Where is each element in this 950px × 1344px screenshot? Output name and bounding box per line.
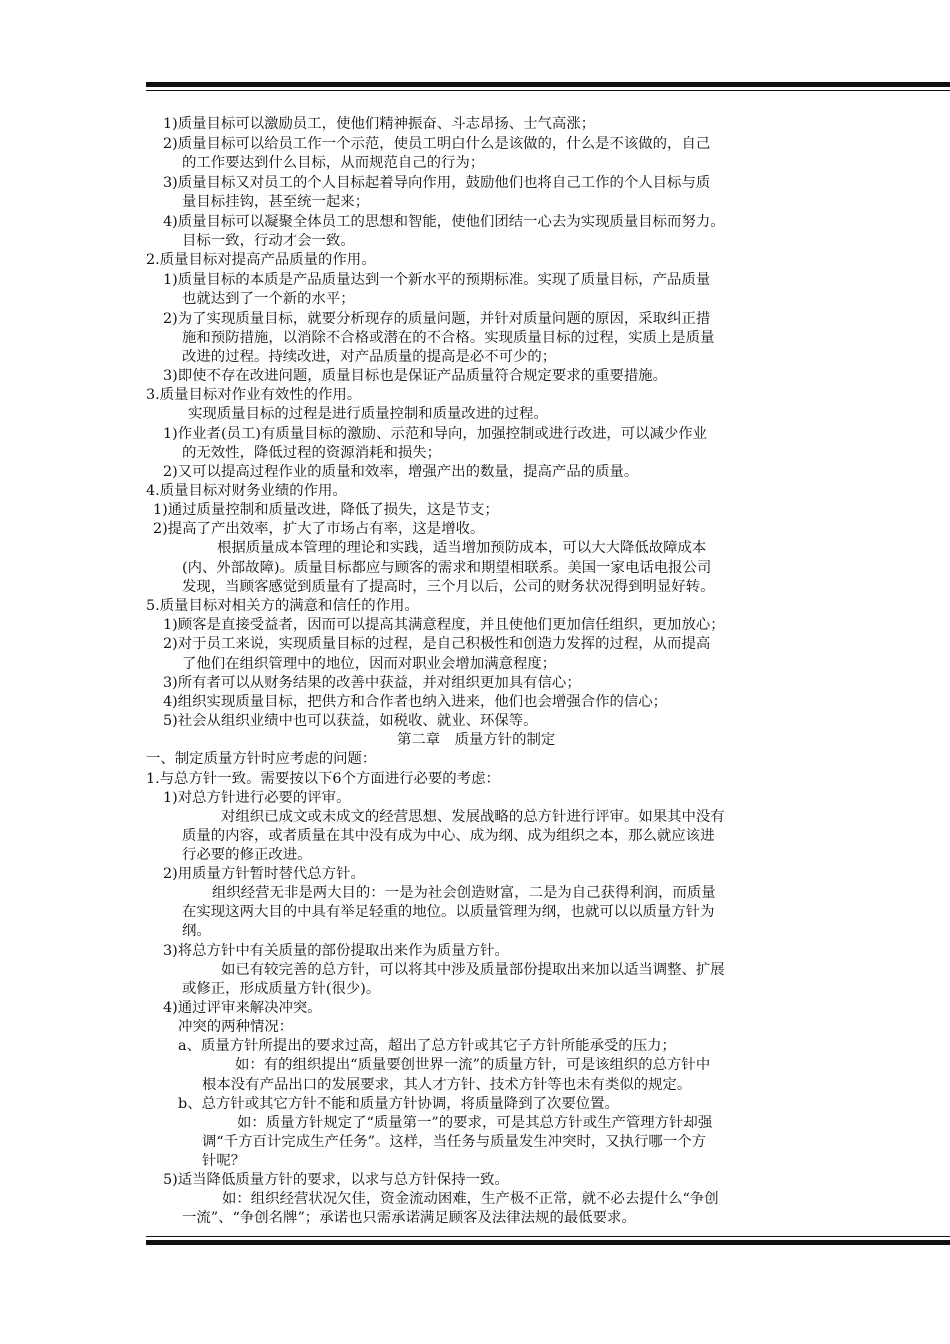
text-line: 调“千方百计完成生产任务”。这样，当任务与质量发生冲突时，又执行哪一个方	[202, 1134, 706, 1150]
text-line: 2)用质量方针暂时替代总方针。	[163, 866, 365, 882]
header-rule-thin	[146, 90, 950, 91]
text-line: 如：组织经营状况欠佳，资金流动困难，生产极不正常，就不必去提什么“争创	[222, 1191, 719, 1207]
text-line: 的无效性，降低过程的资源消耗和损失；	[182, 445, 442, 461]
text-line: 一流”、“争创名牌”；承诺也只需承诺满足顾客及法律法规的最低要求。	[182, 1210, 636, 1226]
text-line: 量目标挂钩，甚至统一起来；	[182, 194, 370, 210]
text-line: 如：质量方针规定了“质量第一”的要求，可是其总方针或生产管理方针却强	[237, 1115, 713, 1131]
text-line: 质量的内容，或者质量在其中没有成为中心、成为纲、成为组织之本，那么就应该进	[182, 828, 715, 844]
text-line: a、质量方针所提出的要求过高，超出了总方针或其它子方针所能承受的压力；	[178, 1038, 676, 1054]
text-line: 1)顾客是直接受益者，因而可以提高其满意程度，并且使他们更加信任组织，更加放心；	[163, 617, 725, 633]
text-line: 4)质量目标可以凝聚全体员工的思想和智能，使他们团结一心去为实现质量目标而努力。	[163, 214, 725, 230]
section-heading: 5.质量目标对相关方的满意和信任的作用。	[146, 598, 419, 614]
text-line: 1)通过质量控制和质量改进，降低了损失，这是节支；	[153, 502, 499, 518]
header-rule-thick	[146, 82, 950, 87]
section-heading: 2.质量目标对提高产品质量的作用。	[146, 252, 376, 268]
section-heading: 一、制定质量方针时应考虑的问题：	[146, 751, 377, 767]
text-line: 发现，当顾客感觉到质量有了提高时，三个月以后，公司的财务状况得到明显好转。	[182, 579, 715, 595]
text-line: 组织经营无非是两大目的：一是为社会创造财富，二是为自己获得利润，而质量	[212, 885, 716, 901]
text-line: 2)为了实现质量目标，就要分析现存的质量问题，并针对质量问题的原因，采取纠正措	[163, 311, 711, 327]
text-line: (内、外部故障)。质量目标都应与顾客的需求和期望相联系。美国一家电话电报公司	[182, 560, 712, 576]
section-heading: 1.与总方针一致。需要按以下6个方面进行必要的考虑：	[146, 771, 500, 787]
chapter-title: 第二章 质量方针的制定	[397, 732, 556, 748]
text-line: 如已有较完善的总方针，可以将其中涉及质量部份提取出来加以适当调整、扩展	[221, 962, 725, 978]
text-line: 1)质量目标可以激励员工，使他们精神振奋、斗志昂扬、士气高涨；	[163, 116, 596, 132]
text-line: 改进的过程。持续改进，对产品质量的提高是必不可少的；	[182, 349, 557, 365]
text-line: 行必要的修正改进。	[182, 847, 312, 863]
footer-rule-thick	[146, 1240, 950, 1245]
text-line: 冲突的两种情况：	[178, 1019, 294, 1035]
text-line: 或修正，形成质量方针(很少)。	[182, 981, 381, 997]
text-line: 针呢？	[202, 1153, 246, 1169]
text-line: 2)质量目标可以给员工作一个示范，使员工明白什么是该做的，什么是不该做的，自己	[163, 136, 711, 152]
text-line: 2)提高了产出效率，扩大了市场占有率，这是增收。	[153, 521, 485, 537]
text-line: 2)对于员工来说，实现质量目标的过程，是自己积极性和创造力发挥的过程，从而提高	[163, 636, 711, 652]
text-line: 3)所有者可以从财务结果的改善中获益，并对组织更加具有信心；	[163, 675, 581, 691]
section-heading: 4.质量目标对财务业绩的作用。	[146, 483, 347, 499]
text-line: 4)组织实现质量目标，把供方和合作者也纳入进来，他们也会增强合作的信心；	[163, 694, 668, 710]
text-line: 根本没有产品出口的发展要求，其人才方针、技术方针等也未有类似的规定。	[202, 1077, 692, 1093]
text-line: 3)将总方针中有关质量的部份提取出来作为质量方针。	[163, 943, 509, 959]
text-line: 4)通过评审来解决冲突。	[163, 1000, 322, 1016]
text-line: 1)对总方针进行必要的评审。	[163, 790, 351, 806]
text-line: 2)又可以提高过程作业的质量和效率，增强产出的数量，提高产品的质量。	[163, 464, 639, 480]
text-line: 根据质量成本管理的理论和实践，适当增加预防成本，可以大大降低故障成本	[217, 540, 707, 556]
text-line: b、总方针或其它方针不能和质量方针协调，将质量降到了次要位置。	[178, 1096, 619, 1112]
text-line: 1)质量目标的本质是产品质量达到一个新水平的预期标准。实现了质量目标，产品质量	[163, 272, 711, 288]
text-line: 目标一致，行动才会一致。	[182, 233, 355, 249]
text-line: 了他们在组织管理中的地位，因而对职业会增加满意程度；	[182, 656, 557, 672]
section-heading: 3.质量目标对作业有效性的作用。	[146, 387, 362, 403]
text-line: 在实现这两大目的中具有举足轻重的地位。以质量管理为纲，也就可以以质量方针为	[182, 904, 715, 920]
text-line: 如：有的组织提出“质量要创世界一流”的质量方针，可是该组织的总方针中	[235, 1057, 711, 1073]
text-line: 3)即使不存在改进问题，质量目标也是保证产品质量符合规定要求的重要措施。	[163, 368, 668, 384]
text-line: 对组织已成文或未成文的经营思想、发展战略的总方针进行评审。如果其中没有	[221, 809, 725, 825]
text-line: 的工作要达到什么目标，从而规范自己的行为；	[182, 155, 485, 171]
text-line: 实现质量目标的过程是进行质量控制和质量改进的过程。	[188, 406, 548, 422]
text-line: 也就达到了一个新的水平；	[182, 291, 355, 307]
footer-rule-thin	[146, 1236, 950, 1237]
text-line: 5)社会从组织业绩中也可以获益，如税收、就业、环保等。	[163, 713, 538, 729]
text-line: 施和预防措施，以消除不合格或潜在的不合格。实现质量目标的过程，实质上是质量	[182, 330, 715, 346]
text-line: 3)质量目标又对员工的个人目标起着导向作用，鼓励他们也将自己工作的个人目标与质	[163, 175, 711, 191]
text-line: 5)适当降低质量方针的要求，以求与总方针保持一致。	[163, 1172, 509, 1188]
text-line: 纲。	[182, 923, 211, 939]
text-line: 1)作业者(员工)有质量目标的激励、示范和导向，加强控制或进行改进，可以减少作业	[163, 426, 708, 442]
